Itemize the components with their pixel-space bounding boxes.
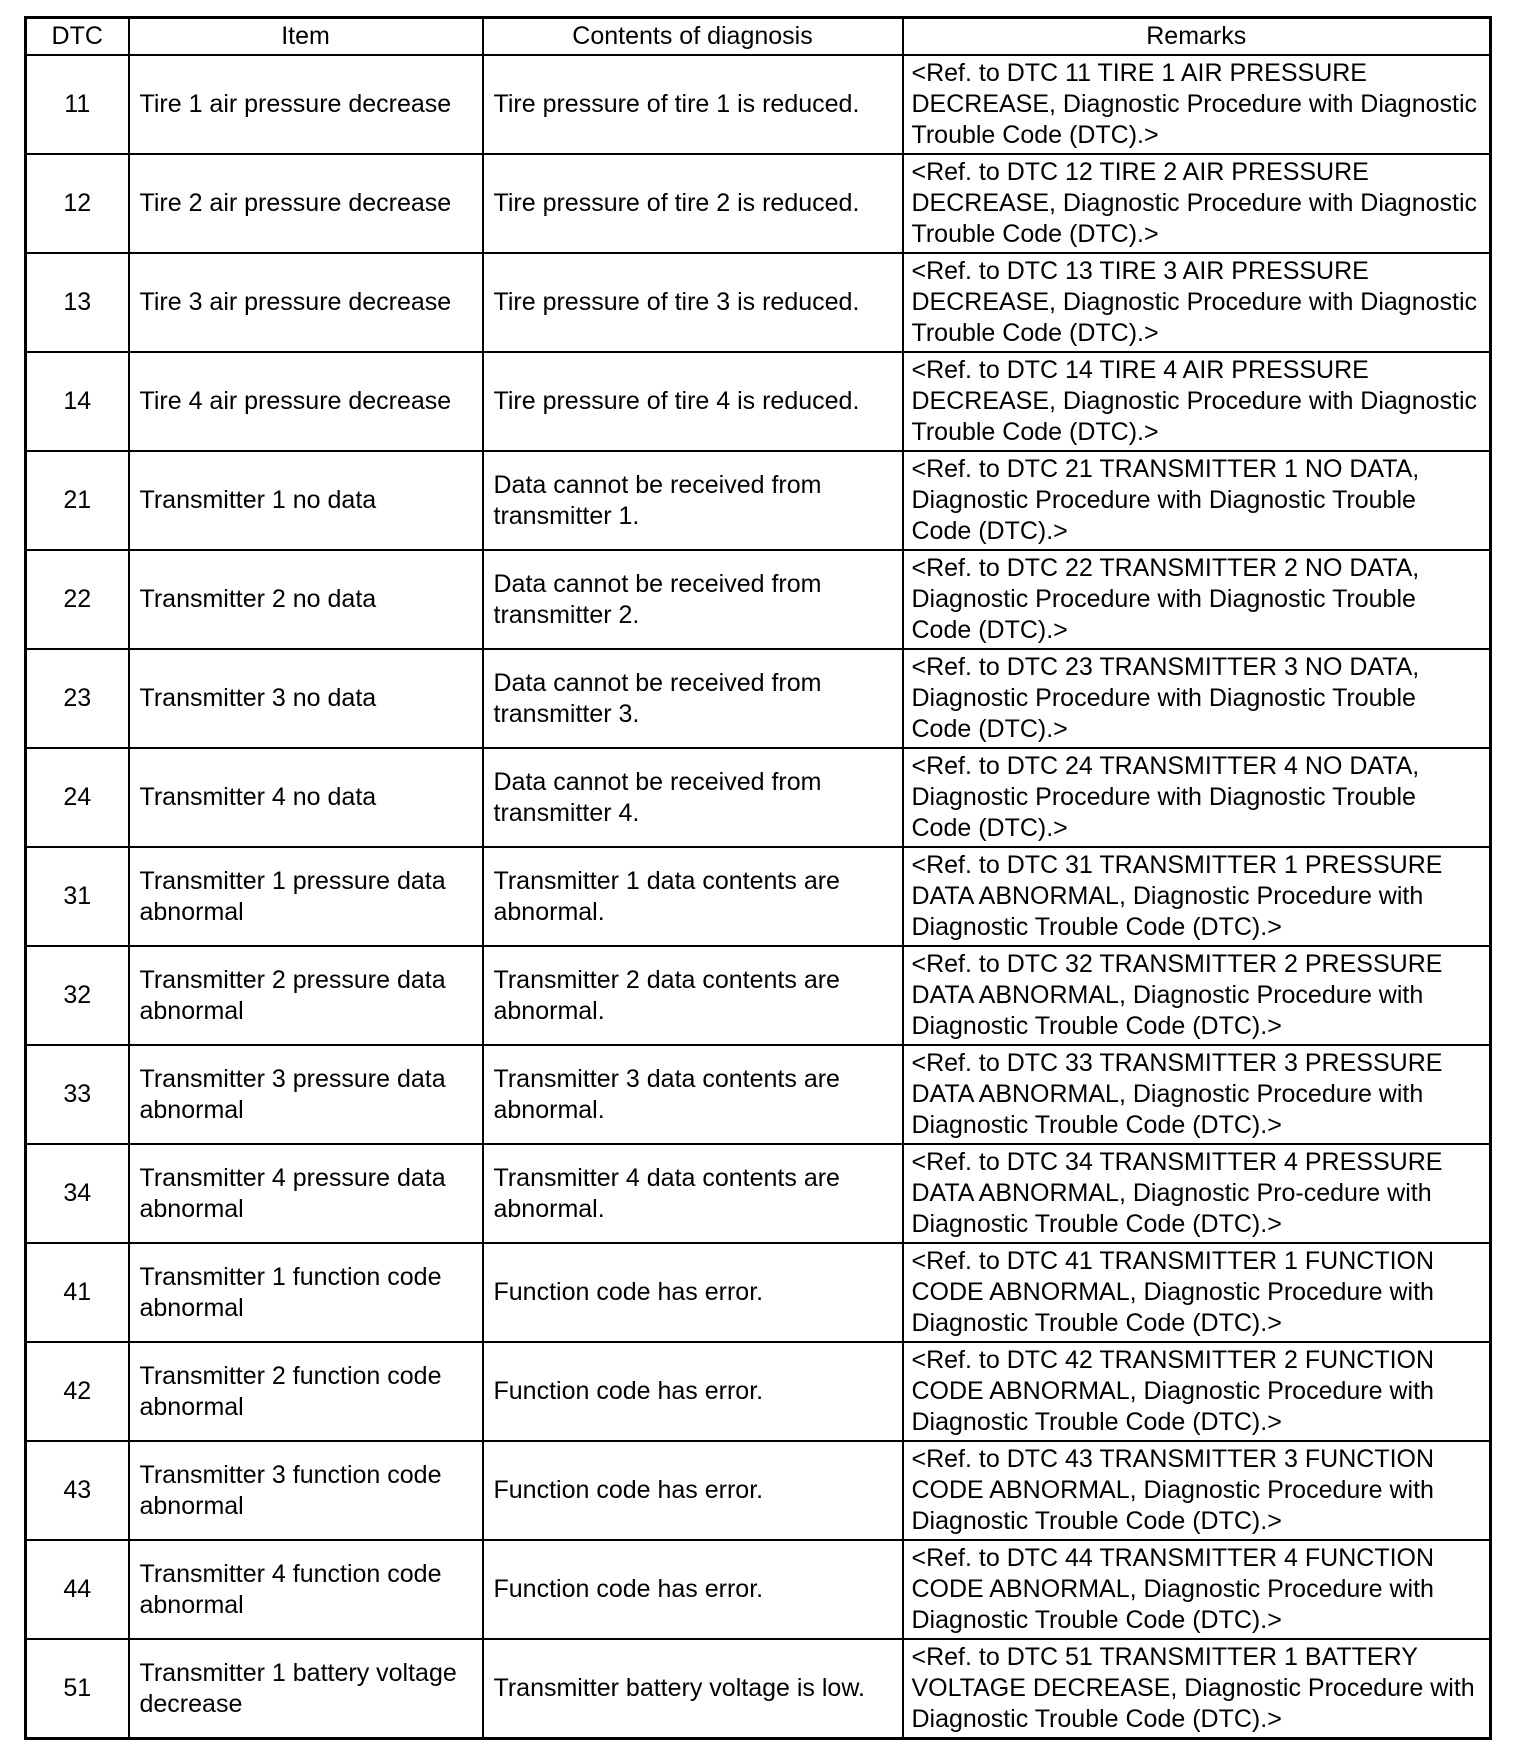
remarks-cell: <Ref. to DTC 33 TRANSMITTER 3 PRESSURE DATA ABNORMAL, Diagnostic Procedure with Diagnostic Trouble Code (DTC).> xyxy=(903,1045,1491,1144)
table-row xyxy=(26,649,1491,748)
contents-cell: Data cannot be received from transmitter 4. xyxy=(483,748,903,847)
contents-cell: Tire pressure of tire 3 is reduced. xyxy=(483,253,903,352)
table-row xyxy=(26,451,1491,550)
remarks-cell: <Ref. to DTC 23 TRANSMITTER 3 NO DATA, Diagnostic Procedure with Diagnostic Trouble Code (DTC).> xyxy=(903,649,1491,748)
item-cell: Transmitter 1 no data xyxy=(129,451,483,550)
remarks-cell: <Ref. to DTC 42 TRANSMITTER 2 FUNCTION CODE ABNORMAL, Diagnostic Procedure with Diagnostic Trouble Code (DTC).> xyxy=(903,1342,1491,1441)
remarks-cell: <Ref. to DTC 41 TRANSMITTER 1 FUNCTION CODE ABNORMAL, Diagnostic Procedure with Diagnostic Trouble Code (DTC).> xyxy=(903,1243,1491,1342)
dtc-code-cell: 41 xyxy=(26,1243,129,1342)
dtc-code-cell: 21 xyxy=(26,451,129,550)
remarks-cell: <Ref. to DTC 44 TRANSMITTER 4 FUNCTION CODE ABNORMAL, Diagnostic Procedure with Diagnostic Trouble Code (DTC).> xyxy=(903,1540,1491,1639)
contents-cell: Tire pressure of tire 2 is reduced. xyxy=(483,154,903,253)
item-cell: Transmitter 3 no data xyxy=(129,649,483,748)
table-row xyxy=(26,253,1491,352)
item-cell: Transmitter 1 battery voltage decrease xyxy=(129,1639,483,1739)
item-cell: Tire 4 air pressure decrease xyxy=(129,352,483,451)
item-cell: Transmitter 2 function code abnormal xyxy=(129,1342,483,1441)
table-row xyxy=(26,748,1491,847)
item-cell: Tire 2 air pressure decrease xyxy=(129,154,483,253)
remarks-cell: <Ref. to DTC 51 TRANSMITTER 1 BATTERY VOLTAGE DECREASE, Diagnostic Procedure with Diagnostic Trouble Code (DTC).> xyxy=(903,1639,1491,1739)
item-cell: Tire 1 air pressure decrease xyxy=(129,55,483,154)
item-cell: Transmitter 1 pressure data abnormal xyxy=(129,847,483,946)
dtc-code-cell: 43 xyxy=(26,1441,129,1540)
dtc-code-cell: 31 xyxy=(26,847,129,946)
dtc-code-cell: 11 xyxy=(26,55,129,154)
dtc-code-cell: 13 xyxy=(26,253,129,352)
contents-cell: Transmitter 2 data contents are abnormal. xyxy=(483,946,903,1045)
contents-cell: Tire pressure of tire 1 is reduced. xyxy=(483,55,903,154)
header-contents: Contents of diagnosis xyxy=(483,18,903,56)
remarks-cell: <Ref. to DTC 32 TRANSMITTER 2 PRESSURE DATA ABNORMAL, Diagnostic Procedure with Diagnostic Trouble Code (DTC).> xyxy=(903,946,1491,1045)
item-cell: Transmitter 2 no data xyxy=(129,550,483,649)
remarks-cell: <Ref. to DTC 34 TRANSMITTER 4 PRESSURE DATA ABNORMAL, Diagnostic Pro-cedure with Diagnostic Trouble Code (DTC).> xyxy=(903,1144,1491,1243)
table-row xyxy=(26,946,1491,1045)
remarks-cell: <Ref. to DTC 12 TIRE 2 AIR PRESSURE DECREASE, Diagnostic Procedure with Diagnostic Trouble Code (DTC).> xyxy=(903,154,1491,253)
contents-cell: Transmitter 1 data contents are abnormal. xyxy=(483,847,903,946)
contents-cell: Data cannot be received from transmitter 3. xyxy=(483,649,903,748)
table-row xyxy=(26,1045,1491,1144)
contents-cell: Tire pressure of tire 4 is reduced. xyxy=(483,352,903,451)
item-cell: Transmitter 1 function code abnormal xyxy=(129,1243,483,1342)
dtc-code-cell: 44 xyxy=(26,1540,129,1639)
dtc-table xyxy=(24,16,1492,1740)
contents-cell: Transmitter 4 data contents are abnormal. xyxy=(483,1144,903,1243)
header-remarks: Remarks xyxy=(903,18,1491,56)
contents-cell: Function code has error. xyxy=(483,1243,903,1342)
dtc-code-cell: 22 xyxy=(26,550,129,649)
item-cell: Transmitter 4 function code abnormal xyxy=(129,1540,483,1639)
table-header-row xyxy=(26,18,1491,56)
contents-cell: Function code has error. xyxy=(483,1540,903,1639)
dtc-code-cell: 42 xyxy=(26,1342,129,1441)
table-row xyxy=(26,1639,1491,1739)
table-row xyxy=(26,1342,1491,1441)
contents-cell: Transmitter battery voltage is low. xyxy=(483,1639,903,1739)
dtc-code-cell: 12 xyxy=(26,154,129,253)
table-row xyxy=(26,1144,1491,1243)
contents-cell: Data cannot be received from transmitter 1. xyxy=(483,451,903,550)
remarks-cell: <Ref. to DTC 31 TRANSMITTER 1 PRESSURE DATA ABNORMAL, Diagnostic Procedure with Diagnostic Trouble Code (DTC).> xyxy=(903,847,1491,946)
dtc-code-cell: 14 xyxy=(26,352,129,451)
contents-cell: Transmitter 3 data contents are abnormal. xyxy=(483,1045,903,1144)
remarks-cell: <Ref. to DTC 14 TIRE 4 AIR PRESSURE DECREASE, Diagnostic Procedure with Diagnostic Trouble Code (DTC).> xyxy=(903,352,1491,451)
table-row xyxy=(26,1540,1491,1639)
contents-cell: Function code has error. xyxy=(483,1441,903,1540)
contents-cell: Function code has error. xyxy=(483,1342,903,1441)
table-row xyxy=(26,550,1491,649)
item-cell: Transmitter 3 function code abnormal xyxy=(129,1441,483,1540)
table-body xyxy=(26,55,1491,1739)
item-cell: Transmitter 4 pressure data abnormal xyxy=(129,1144,483,1243)
remarks-cell: <Ref. to DTC 13 TIRE 3 AIR PRESSURE DECREASE, Diagnostic Procedure with Diagnostic Trouble Code (DTC).> xyxy=(903,253,1491,352)
table-row xyxy=(26,352,1491,451)
item-cell: Transmitter 2 pressure data abnormal xyxy=(129,946,483,1045)
dtc-code-cell: 23 xyxy=(26,649,129,748)
dtc-code-cell: 32 xyxy=(26,946,129,1045)
dtc-code-cell: 24 xyxy=(26,748,129,847)
dtc-code-cell: 33 xyxy=(26,1045,129,1144)
table-row xyxy=(26,1441,1491,1540)
header-dtc: DTC xyxy=(26,18,129,56)
header-item: Item xyxy=(129,18,483,56)
remarks-cell: <Ref. to DTC 24 TRANSMITTER 4 NO DATA, Diagnostic Procedure with Diagnostic Trouble Code (DTC).> xyxy=(903,748,1491,847)
item-cell: Transmitter 3 pressure data abnormal xyxy=(129,1045,483,1144)
remarks-cell: <Ref. to DTC 43 TRANSMITTER 3 FUNCTION CODE ABNORMAL, Diagnostic Procedure with Diagnostic Trouble Code (DTC).> xyxy=(903,1441,1491,1540)
table-row xyxy=(26,154,1491,253)
item-cell: Tire 3 air pressure decrease xyxy=(129,253,483,352)
remarks-cell: <Ref. to DTC 21 TRANSMITTER 1 NO DATA, Diagnostic Procedure with Diagnostic Trouble Code (DTC).> xyxy=(903,451,1491,550)
dtc-code-cell: 51 xyxy=(26,1639,129,1739)
remarks-cell: <Ref. to DTC 22 TRANSMITTER 2 NO DATA, Diagnostic Procedure with Diagnostic Trouble Code (DTC).> xyxy=(903,550,1491,649)
item-cell: Transmitter 4 no data xyxy=(129,748,483,847)
remarks-cell: <Ref. to DTC 11 TIRE 1 AIR PRESSURE DECREASE, Diagnostic Procedure with Diagnostic Trouble Code (DTC).> xyxy=(903,55,1491,154)
dtc-code-cell: 34 xyxy=(26,1144,129,1243)
table-row xyxy=(26,847,1491,946)
table-row xyxy=(26,55,1491,154)
contents-cell: Data cannot be received from transmitter 2. xyxy=(483,550,903,649)
table-row xyxy=(26,1243,1491,1342)
